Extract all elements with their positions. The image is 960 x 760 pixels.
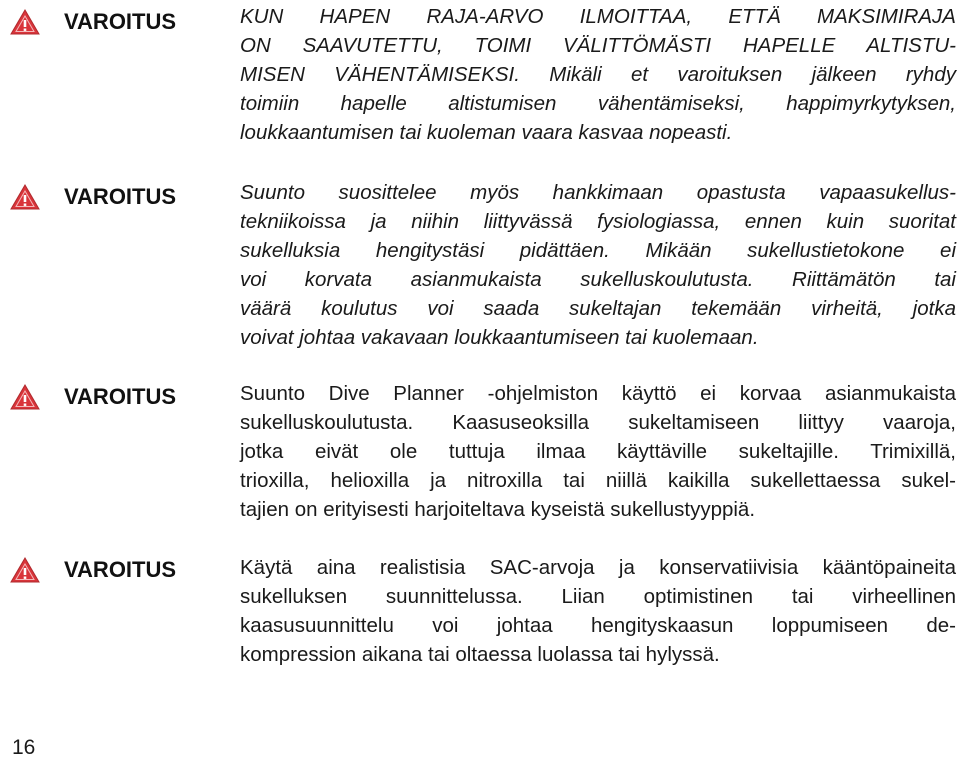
warning-triangle-icon [10,184,40,210]
text-line: jotka eivät ole tuttuja ilmaa käyttäville sukeltajille. Trimixillä, [240,440,956,463]
text-line: voivat johtaa vakavaan loukkaantumiseen tai kuolemaan. [240,326,759,349]
text-line: KUN HAPEN RAJA-ARVO ILMOITTAA, ETTÄ MAKSIMIRAJA [240,5,956,28]
warning-label: VAROITUS [64,184,177,209]
text-line: sukelluksia hengitystäsi pidättäen. Mikään sukellustietokone ei [240,239,956,262]
text-line: kaasusuunnittelu voi johtaa hengityskaasun loppumiseen de- [240,614,956,637]
page-number: 16 [12,736,36,759]
text-line: voi korvata asianmukaista sukelluskoulutusta. Riittämätön tai [240,268,956,291]
warning-triangle-icon [10,9,40,35]
text-line: loukkaantumisen tai kuoleman vaara kasvaa nopeasti. [240,121,733,144]
warning-text [240,553,956,669]
text-line: sukelluskoulutusta. Kaasuseoksilla sukeltamiseen liittyy vaaroja, [240,411,956,434]
text-line: väärä koulutus voi saada sukeltajan tekemään virheitä, jotka [240,297,956,320]
warning-triangle-icon [10,557,40,583]
text-line: Käytä aina realistisia SAC-arvoja ja konservatiivisia kääntöpaineita [240,556,956,579]
text-line: tajien on erityisesti harjoiteltava kyseistä sukellustyyppiä. [240,498,756,521]
text-line: toimiin hapelle altistumisen vähentämiseksi, happimyrkytyksen, [240,92,956,115]
text-line: MISEN VÄHENTÄMISEKSI. Mikäli et varoituksen jälkeen ryhdy [240,63,956,86]
warning-label: VAROITUS [64,9,177,34]
text-line: kompression aikana tai oltaessa luolassa tai hylyssä. [240,643,720,666]
text-line: sukelluksen suunnittelussa. Liian optimistinen tai virheellinen [240,585,956,608]
text-line: tekniikoissa ja niihin liittyvässä fysiologiassa, ennen kuin suoritat [240,210,956,233]
warning-triangle-icon [10,384,40,410]
warning-label: VAROITUS [64,384,177,409]
text-line: trioxilla, helioxilla ja nitroxilla tai niillä kaikilla sukellettaessa sukel- [240,469,956,492]
warning-text [240,379,956,524]
text-line: Suunto Dive Planner -ohjelmiston käyttö ei korvaa asianmukaista [240,382,956,405]
text-line: Suunto suosittelee myös hankkimaan opastusta vapaasukellus- [240,181,956,204]
warning-text [240,2,956,147]
warning-label: VAROITUS [64,557,177,582]
warning-text [240,178,956,352]
text-line: ON SAAVUTETTU, TOIMI VÄLITTÖMÄSTI HAPELLE ALTISTU- [240,34,956,57]
